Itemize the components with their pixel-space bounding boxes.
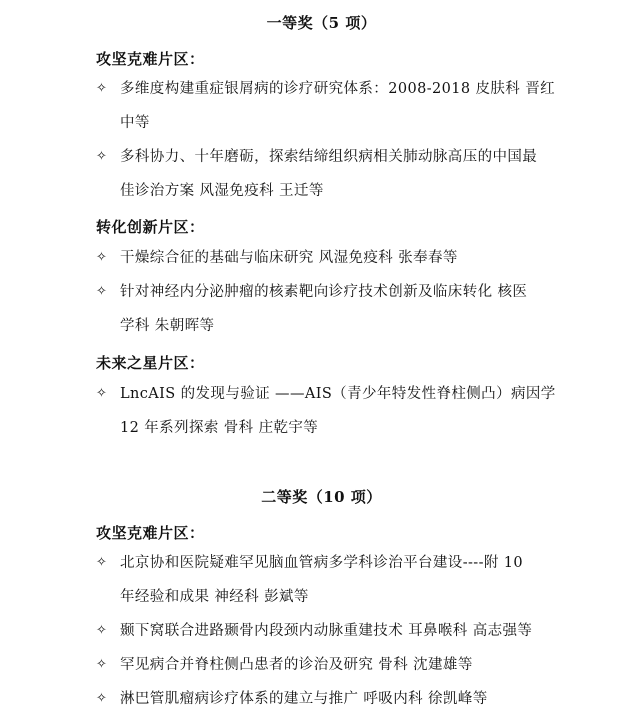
diamond-bullet-icon: ✧	[96, 149, 108, 164]
diamond-bullet-icon: ✧	[96, 250, 108, 265]
item-text: 淋巴管肌瘤病诊疗体系的建立与推广 呼吸内科 徐凯峰等	[120, 691, 488, 707]
list-item	[96, 72, 556, 140]
zone-label-gongjian: 攻坚克难片区：	[96, 524, 205, 542]
list-item	[96, 614, 556, 648]
item-text-cont: 中等	[120, 115, 150, 131]
item-text-cont: 年经验和成果 神经科 彭斌等	[120, 589, 309, 605]
section-title-second-prize: 二等奖（10 项）	[261, 488, 382, 506]
list-item	[96, 546, 556, 614]
diamond-bullet-icon: ✧	[96, 657, 108, 672]
list-item	[96, 275, 556, 343]
item-text: 罕见病合并脊柱侧凸患者的诊治及研究 骨科 沈建雄等	[120, 657, 473, 673]
diamond-bullet-icon: ✧	[96, 386, 108, 401]
item-text-cont: 佳诊治方案 风湿免疫科 王迁等	[120, 183, 324, 199]
zone-label-gongjian: 攻坚克难片区：	[96, 50, 205, 68]
zone-label-zhuanhua: 转化创新片区：	[96, 218, 205, 236]
item-text: 多科协力、十年磨砺，探索结缔组织病相关肺动脉高压的中国最	[120, 149, 538, 165]
diamond-bullet-icon: ✧	[96, 284, 108, 299]
list-item	[96, 682, 556, 716]
list-item	[96, 241, 556, 275]
item-text: LncAIS 的发现与验证 ——AIS（青少年特发性脊柱侧凸）病因学	[120, 386, 556, 402]
item-text-cont: 学科 朱朝晖等	[120, 318, 215, 334]
list-item	[96, 140, 556, 208]
list-item	[96, 648, 556, 682]
diamond-bullet-icon: ✧	[96, 623, 108, 638]
item-text: 颞下窝联合进路颞骨内段颈内动脉重建技术 耳鼻喉科 高志强等	[120, 623, 533, 639]
diamond-bullet-icon: ✧	[96, 81, 108, 96]
item-text-cont: 12 年系列探索 骨科 庄乾宇等	[120, 420, 319, 436]
list-item	[96, 377, 556, 445]
item-text: 北京协和医院疑难罕见脑血管病多学科诊治平台建设----附 10	[120, 555, 524, 571]
diamond-bullet-icon: ✧	[96, 555, 108, 570]
diamond-bullet-icon: ✧	[96, 691, 108, 706]
item-text: 多维度构建重症银屑病的诊疗研究体系：2008-2018 皮肤科 晋红	[120, 81, 556, 97]
item-text: 干燥综合征的基础与临床研究 风湿免疫科 张奉春等	[120, 250, 458, 266]
item-text: 针对神经内分泌肿瘤的核素靶向诊疗技术创新及临床转化 核医	[120, 284, 528, 300]
section-title-first-prize: 一等奖（5 项）	[266, 14, 377, 32]
zone-label-weilai: 未来之星片区：	[96, 354, 205, 372]
